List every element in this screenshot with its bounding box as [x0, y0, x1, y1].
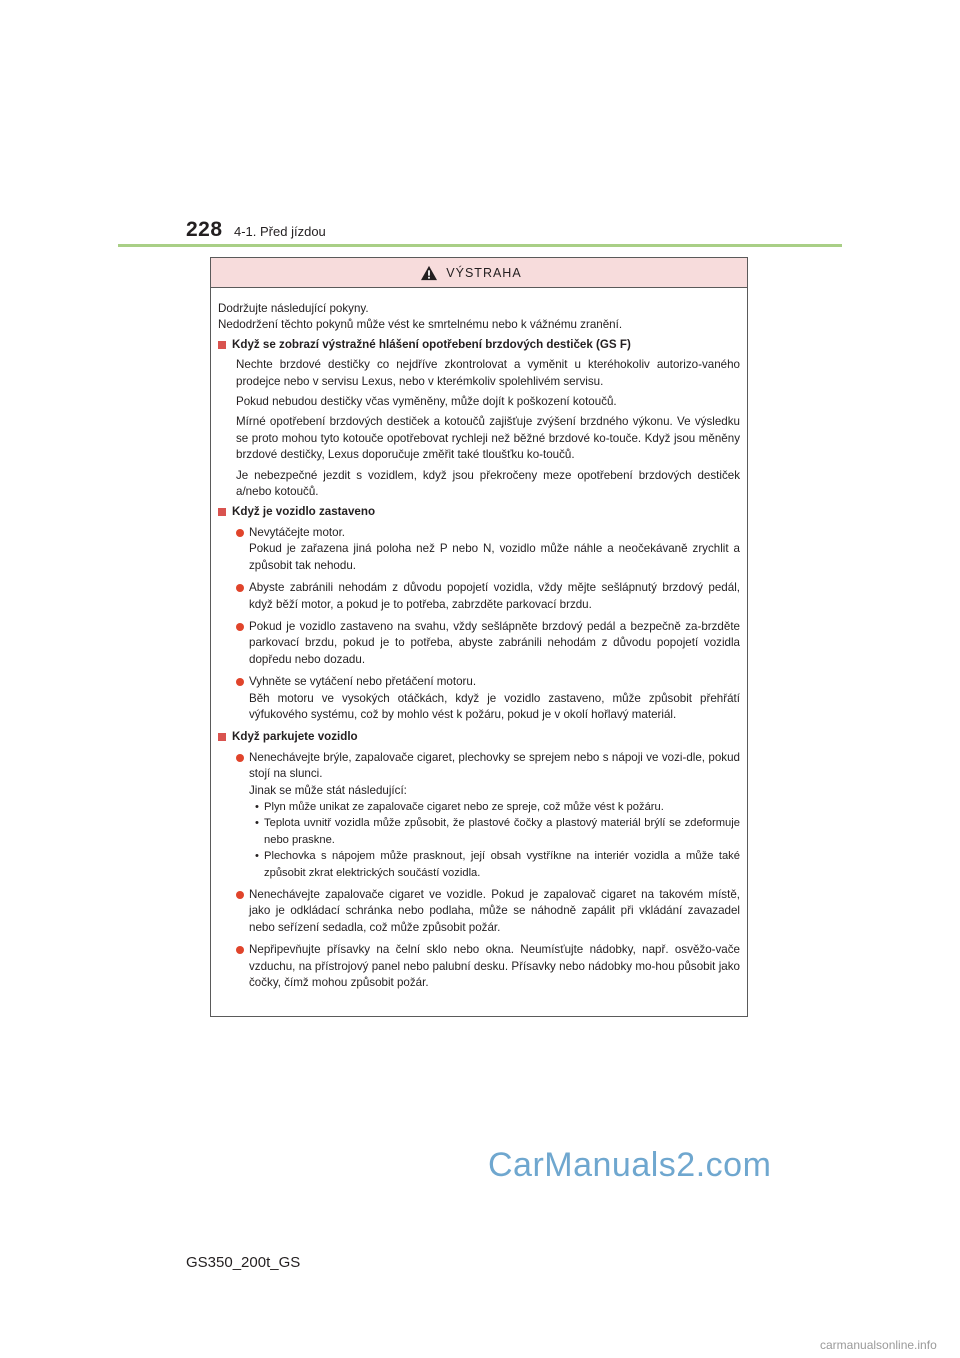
- square-bullet-icon: [218, 508, 226, 516]
- bullet-text: Běh motoru ve vysokých otáčkách, když je vozidlo zastaveno, může způsobit přehřátí výfukového systému, což by mohlo vést k požáru, pokud je v okolí hořlavý materiál.: [249, 691, 740, 721]
- section-heading-text: Když parkujete vozidlo: [232, 730, 358, 744]
- section-title: 4-1. Před jízdou: [234, 224, 326, 239]
- sub-item-text: Teplota uvnitř vozidla může způsobit, že plastové čočky a plastový materiál brýlí se zdeformuje nebo praskne.: [264, 817, 740, 846]
- warning-title: VÝSTRAHA: [446, 265, 522, 280]
- bullet-text: Nenechávejte zapalovače cigaret ve vozidle. Pokud je zapalovač cigaret na takovém místě, jako je odkládací schránka nebo podlaha, může se náhodně zapálit při vkládání zavazadel nebo seřízení sedadla, což může způsobit požár.: [249, 888, 740, 934]
- paragraph: Pokud nebudou destičky včas vyměněny, může dojít k poškození kotoučů.: [236, 395, 617, 409]
- section-heading: [218, 729, 740, 745]
- warning-intro: [218, 301, 740, 334]
- footer-model: GS350_200t_GS: [186, 1254, 301, 1271]
- warning-body: [211, 288, 747, 991]
- round-bullet-icon: [236, 946, 244, 954]
- section-heading-text: Když je vozidlo zastaveno: [232, 505, 376, 519]
- round-bullet-icon: [236, 891, 244, 899]
- sub-list-item: [249, 799, 740, 815]
- bullet-text: Jinak se může stát následující:: [249, 783, 407, 797]
- small-dot-icon: •: [255, 817, 259, 830]
- square-bullet-icon: [218, 341, 226, 349]
- round-bullet-icon: [236, 584, 244, 592]
- page-number: 228: [186, 218, 223, 241]
- section-heading: [218, 337, 740, 353]
- paragraph: Nechte brzdové destičky co nejdříve zkontrolovat a vyměnit u kteréhokoliv autorizo-vaného prodejce nebo v servisu Lexus, nebo v kterémkoliv spolehlivém servisu.: [236, 358, 740, 388]
- section-heading-text: Když se zobrazí výstražné hlášení opotřebení brzdových destiček (GS F): [232, 337, 631, 351]
- list-item: [218, 525, 740, 574]
- intro-line: Nedodržení těchto pokynů může vést ke smrtelnému nebo k vážnému zranění.: [218, 318, 623, 332]
- warning-header: [211, 258, 747, 288]
- list-item: [218, 674, 740, 723]
- sub-list-item: [249, 848, 740, 881]
- warning-triangle-icon: [420, 265, 438, 281]
- watermark-bottom: carmanualsonline.info: [820, 1338, 937, 1352]
- round-bullet-icon: [236, 529, 244, 537]
- section-heading: [218, 504, 740, 520]
- list-item: [218, 750, 740, 881]
- round-bullet-icon: [236, 623, 244, 631]
- small-dot-icon: •: [255, 850, 259, 863]
- list-item: [218, 887, 740, 936]
- list-item: [218, 580, 740, 613]
- small-dot-icon: •: [255, 800, 259, 813]
- paragraph: Mírné opotřebení brzdových destiček a kotoučů zajišťuje zvýšení brzdného výkonu. Ve výsledku se proto mohou tyto kotouče opotřebovat rychleji než běžné brzdové ko-touče. Když jsou měněny brzdové destičky, Lexus doporučuje změřit také tloušťku ko-toučů.: [236, 415, 740, 462]
- round-bullet-icon: [236, 754, 244, 762]
- header-rule: [118, 244, 842, 247]
- sub-item-text: Plechovka s nápojem může prasknout, její obsah vystříkne na interiér vozidla a může také způsobit zkrat elektrických součástí vozidla.: [264, 850, 740, 879]
- intro-line: Dodržujte následující pokyny.: [218, 302, 369, 315]
- bullet-text: Nenechávejte brýle, zapalovače cigaret, plechovky se sprejem nebo s nápoji ve vozi-dle, pokud stojí na slunci.: [249, 750, 740, 781]
- paragraph: Je nebezpečné jezdit s vozidlem, když jsou překročeny meze opotřebení brzdových destiček a/nebo kotoučů.: [236, 468, 740, 499]
- bullet-text: Pokud je vozidlo zastaveno na svahu, vždy sešlápněte brzdový pedál a bezpečně za-brzděte parkovací brzdu, pokud je to potřeba, abyste zabránili nehodám z důvodu popojetí vozidla dopředu nebo dozadu.: [249, 619, 740, 666]
- bullet-text: Pokud je zařazena jiná poloha než P nebo N, vozidlo může náhle a neočekávaně zrychlit a způsobit tak nehodu.: [249, 542, 740, 572]
- warning-box: [210, 257, 748, 1017]
- watermark-logo: CarManuals2.com: [488, 1146, 772, 1184]
- list-item: [218, 942, 740, 991]
- list-item: [218, 619, 740, 668]
- sub-item-text: Plyn může unikat ze zapalovače cigaret nebo ze spreje, což může vést k požáru.: [264, 800, 664, 813]
- bullet-text: Abyste zabránili nehodám z důvodu popojetí vozidla, vždy mějte sešlápnutý brzdový pedál, když běží motor, a pokud je to potřeba, zabrzděte parkovací brzdu.: [249, 581, 740, 611]
- bullet-text: Nepřipevňujte přísavky na čelní sklo nebo okna. Neumísťujte nádobky, např. osvěžo-vače vzduchu, na přístrojový panel nebo palubní desku. Přísavky nebo nádobky mo-hou působit jako čočky, čímž mohou způsobit požár.: [249, 943, 740, 990]
- round-bullet-icon: [236, 678, 244, 686]
- bullet-text: Nevytáčejte motor.: [249, 525, 346, 539]
- sub-list-item: [249, 815, 740, 848]
- square-bullet-icon: [218, 733, 226, 741]
- bullet-text: Vyhněte se vytáčení nebo přetáčení motoru.: [249, 675, 477, 689]
